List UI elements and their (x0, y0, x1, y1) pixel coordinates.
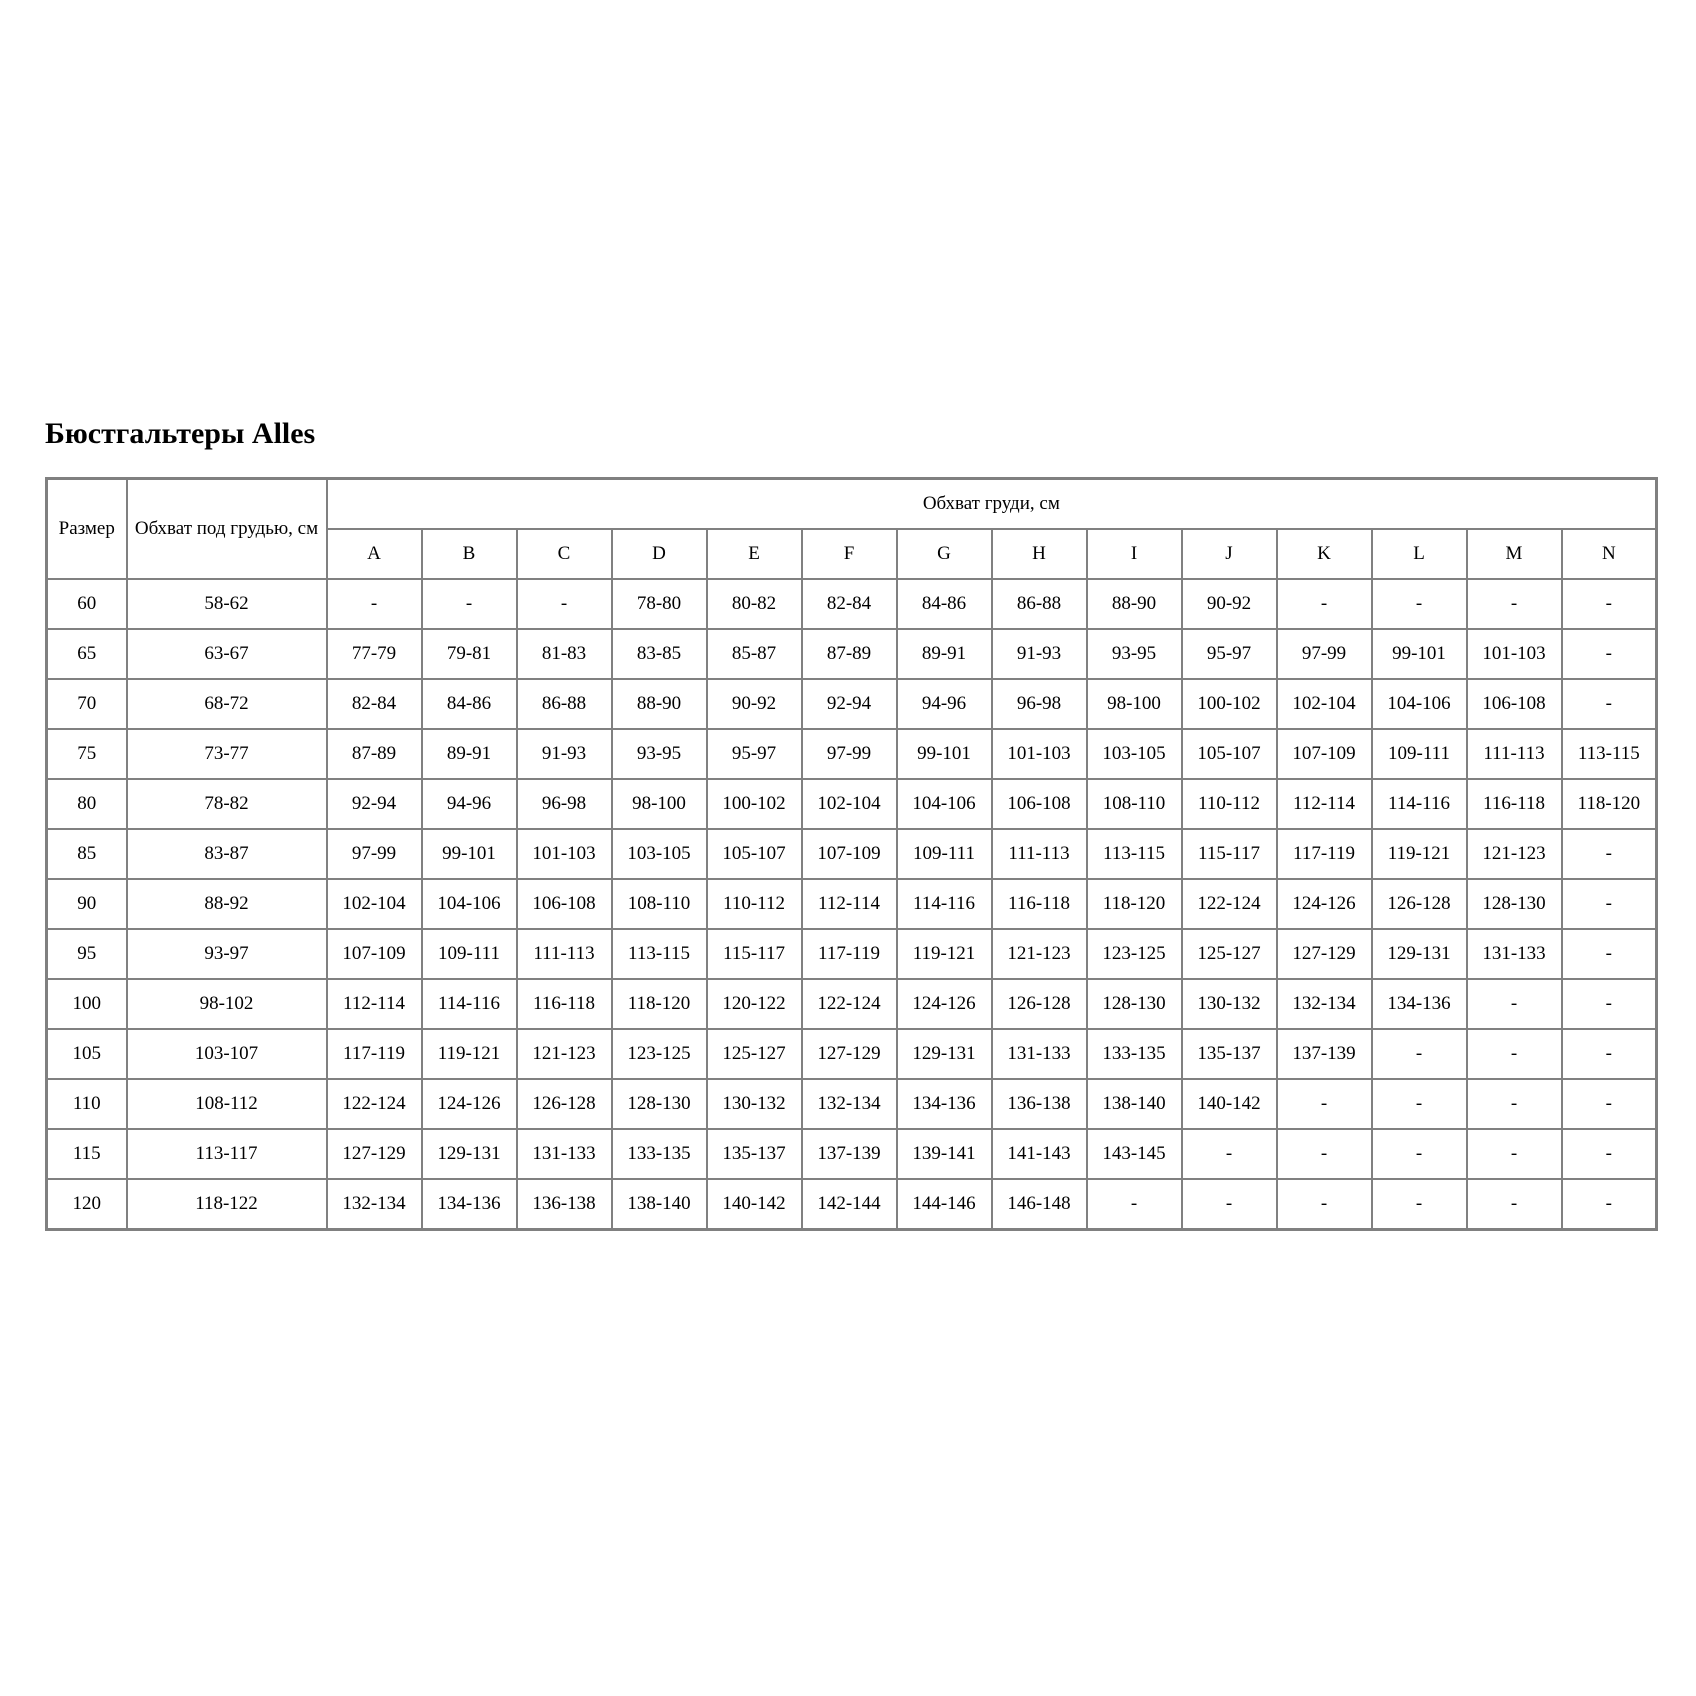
cup-cell-c: 91-93 (517, 729, 612, 779)
cup-cell-n: - (1562, 1179, 1657, 1230)
cup-cell-m: - (1467, 979, 1562, 1029)
cup-cell-h: 146-148 (992, 1179, 1087, 1230)
cup-cell-e: 105-107 (707, 829, 802, 879)
cup-cell-h: 111-113 (992, 829, 1087, 879)
cup-cell-i: 138-140 (1087, 1079, 1182, 1129)
cup-cell-f: 132-134 (802, 1079, 897, 1129)
cup-cell-b: 79-81 (422, 629, 517, 679)
cup-cell-c: 101-103 (517, 829, 612, 879)
cup-cell-j: 130-132 (1182, 979, 1277, 1029)
cup-cell-d: 83-85 (612, 629, 707, 679)
cup-cell-a: 112-114 (327, 979, 422, 1029)
underbust-cell: 108-112 (127, 1079, 327, 1129)
cup-cell-h: 86-88 (992, 579, 1087, 629)
cup-cell-f: 97-99 (802, 729, 897, 779)
cup-cell-l: 99-101 (1372, 629, 1467, 679)
cup-cell-e: 140-142 (707, 1179, 802, 1230)
cup-cell-e: 130-132 (707, 1079, 802, 1129)
cup-cell-k: - (1277, 1079, 1372, 1129)
cup-cell-m: - (1467, 1029, 1562, 1079)
cup-cell-g: 109-111 (897, 829, 992, 879)
cup-cell-d: 138-140 (612, 1179, 707, 1230)
cup-cell-e: 95-97 (707, 729, 802, 779)
cup-cell-c: 106-108 (517, 879, 612, 929)
cup-cell-a: 127-129 (327, 1129, 422, 1179)
cup-cell-k: - (1277, 579, 1372, 629)
size-cell: 70 (47, 679, 127, 729)
cup-cell-i: 133-135 (1087, 1029, 1182, 1079)
cup-cell-b: 84-86 (422, 679, 517, 729)
cup-cell-m: 121-123 (1467, 829, 1562, 879)
cup-cell-k: 112-114 (1277, 779, 1372, 829)
cup-cell-b: 124-126 (422, 1079, 517, 1129)
cup-cell-b: - (422, 579, 517, 629)
cup-cell-n: - (1562, 679, 1657, 729)
cup-column-header-m: M (1467, 529, 1562, 579)
table-row (47, 929, 1657, 979)
cup-cell-g: 134-136 (897, 1079, 992, 1129)
cup-cell-f: 92-94 (802, 679, 897, 729)
underbust-cell: 118-122 (127, 1179, 327, 1230)
cup-cell-m: 101-103 (1467, 629, 1562, 679)
cup-cell-m: 116-118 (1467, 779, 1562, 829)
cup-cell-g: 139-141 (897, 1129, 992, 1179)
cup-cell-a: 117-119 (327, 1029, 422, 1079)
cup-cell-f: 117-119 (802, 929, 897, 979)
underbust-cell: 73-77 (127, 729, 327, 779)
cup-cell-l: 126-128 (1372, 879, 1467, 929)
cup-cell-d: 93-95 (612, 729, 707, 779)
cup-cell-a: 87-89 (327, 729, 422, 779)
cup-cell-k: 102-104 (1277, 679, 1372, 729)
cup-cell-i: 98-100 (1087, 679, 1182, 729)
cup-column-header-n: N (1562, 529, 1657, 579)
table-row (47, 979, 1657, 1029)
cup-cell-k: 107-109 (1277, 729, 1372, 779)
table-row (47, 679, 1657, 729)
cup-cell-j: 125-127 (1182, 929, 1277, 979)
cup-cell-m: - (1467, 1179, 1562, 1230)
underbust-cell: 88-92 (127, 879, 327, 929)
table-row (47, 1029, 1657, 1079)
cup-cell-j: 135-137 (1182, 1029, 1277, 1079)
size-cell: 115 (47, 1129, 127, 1179)
cup-cell-n: - (1562, 879, 1657, 929)
cup-cell-c: - (517, 579, 612, 629)
cup-cell-c: 121-123 (517, 1029, 612, 1079)
cup-cell-m: - (1467, 579, 1562, 629)
cup-cell-b: 109-111 (422, 929, 517, 979)
cup-cell-b: 89-91 (422, 729, 517, 779)
table-row (47, 629, 1657, 679)
cup-cell-e: 110-112 (707, 879, 802, 929)
cup-cell-n: - (1562, 1129, 1657, 1179)
cup-cell-n: - (1562, 1079, 1657, 1129)
underbust-cell: 78-82 (127, 779, 327, 829)
cup-cell-m: 128-130 (1467, 879, 1562, 929)
cup-column-header-d: D (612, 529, 707, 579)
cup-cell-g: 119-121 (897, 929, 992, 979)
cup-cell-d: 123-125 (612, 1029, 707, 1079)
cup-cell-i: 123-125 (1087, 929, 1182, 979)
cup-column-header-i: I (1087, 529, 1182, 579)
cup-cell-b: 134-136 (422, 1179, 517, 1230)
size-cell: 85 (47, 829, 127, 879)
cup-cell-h: 91-93 (992, 629, 1087, 679)
cup-cell-m: 131-133 (1467, 929, 1562, 979)
cup-cell-l: - (1372, 579, 1467, 629)
cup-column-header-h: H (992, 529, 1087, 579)
size-chart-table (45, 477, 1658, 1231)
cup-cell-k: 132-134 (1277, 979, 1372, 1029)
cup-cell-c: 136-138 (517, 1179, 612, 1230)
table-body (47, 579, 1657, 1230)
cup-cell-c: 111-113 (517, 929, 612, 979)
cup-cell-b: 99-101 (422, 829, 517, 879)
table-header (47, 479, 1657, 580)
cup-cell-e: 80-82 (707, 579, 802, 629)
size-cell: 120 (47, 1179, 127, 1230)
cup-cell-d: 88-90 (612, 679, 707, 729)
table-row (47, 1079, 1657, 1129)
cup-cell-i: 143-145 (1087, 1129, 1182, 1179)
cup-cell-l: 129-131 (1372, 929, 1467, 979)
cup-cell-n: - (1562, 929, 1657, 979)
cup-cell-h: 116-118 (992, 879, 1087, 929)
cup-column-header-b: B (422, 529, 517, 579)
cup-column-header-e: E (707, 529, 802, 579)
cup-cell-b: 114-116 (422, 979, 517, 1029)
table-row (47, 1129, 1657, 1179)
cup-cell-m: - (1467, 1129, 1562, 1179)
cup-cell-e: 90-92 (707, 679, 802, 729)
cup-cell-k: - (1277, 1179, 1372, 1230)
cup-cell-i: 118-120 (1087, 879, 1182, 929)
underbust-cell: 98-102 (127, 979, 327, 1029)
page-title: Бюстгальтеры Alles (45, 417, 316, 450)
cup-column-header-k: K (1277, 529, 1372, 579)
cup-cell-n: - (1562, 979, 1657, 1029)
cup-cell-c: 116-118 (517, 979, 612, 1029)
cup-cell-c: 96-98 (517, 779, 612, 829)
cup-cell-d: 103-105 (612, 829, 707, 879)
table-row (47, 579, 1657, 629)
cup-cell-d: 128-130 (612, 1079, 707, 1129)
cup-cell-a: 92-94 (327, 779, 422, 829)
cup-column-header-g: G (897, 529, 992, 579)
cup-cell-b: 104-106 (422, 879, 517, 929)
cup-cell-a: 107-109 (327, 929, 422, 979)
cup-cell-a: 97-99 (327, 829, 422, 879)
cup-cell-h: 121-123 (992, 929, 1087, 979)
cup-cell-i: - (1087, 1179, 1182, 1230)
cup-cell-k: 97-99 (1277, 629, 1372, 679)
cup-cell-e: 85-87 (707, 629, 802, 679)
cup-cell-h: 96-98 (992, 679, 1087, 729)
cup-cell-d: 108-110 (612, 879, 707, 929)
cup-cell-j: 95-97 (1182, 629, 1277, 679)
cup-cell-n: - (1562, 1029, 1657, 1079)
cup-cell-f: 107-109 (802, 829, 897, 879)
size-cell: 90 (47, 879, 127, 929)
cup-cell-b: 129-131 (422, 1129, 517, 1179)
size-cell: 100 (47, 979, 127, 1029)
cup-cell-f: 142-144 (802, 1179, 897, 1230)
table-header-row-top (47, 479, 1657, 530)
cup-cell-l: 119-121 (1372, 829, 1467, 879)
cup-cell-a: - (327, 579, 422, 629)
cup-cell-j: 90-92 (1182, 579, 1277, 629)
size-cell: 65 (47, 629, 127, 679)
cup-cell-f: 122-124 (802, 979, 897, 1029)
cup-cell-j: 110-112 (1182, 779, 1277, 829)
cup-cell-d: 113-115 (612, 929, 707, 979)
underbust-cell: 83-87 (127, 829, 327, 879)
underbust-cell: 103-107 (127, 1029, 327, 1079)
cup-column-header-l: L (1372, 529, 1467, 579)
cup-column-header-c: C (517, 529, 612, 579)
cup-cell-c: 81-83 (517, 629, 612, 679)
cup-cell-i: 103-105 (1087, 729, 1182, 779)
cup-cell-l: - (1372, 1179, 1467, 1230)
cup-cell-d: 118-120 (612, 979, 707, 1029)
cup-cell-f: 127-129 (802, 1029, 897, 1079)
underbust-cell: 68-72 (127, 679, 327, 729)
cup-cell-j: 100-102 (1182, 679, 1277, 729)
cup-cell-c: 131-133 (517, 1129, 612, 1179)
size-cell: 75 (47, 729, 127, 779)
cup-cell-e: 135-137 (707, 1129, 802, 1179)
cup-cell-j: 122-124 (1182, 879, 1277, 929)
table-row (47, 829, 1657, 879)
cup-cell-i: 93-95 (1087, 629, 1182, 679)
cup-cell-c: 86-88 (517, 679, 612, 729)
cup-column-header-a: A (327, 529, 422, 579)
cup-cell-n: 113-115 (1562, 729, 1657, 779)
cup-cell-k: 137-139 (1277, 1029, 1372, 1079)
cup-cell-j: - (1182, 1129, 1277, 1179)
cup-cell-e: 115-117 (707, 929, 802, 979)
underbust-cell: 93-97 (127, 929, 327, 979)
cup-cell-i: 88-90 (1087, 579, 1182, 629)
cup-cell-l: 114-116 (1372, 779, 1467, 829)
cup-cell-m: 106-108 (1467, 679, 1562, 729)
cup-cell-k: 117-119 (1277, 829, 1372, 879)
cup-cell-g: 104-106 (897, 779, 992, 829)
cup-column-header-f: F (802, 529, 897, 579)
cup-cell-n: 118-120 (1562, 779, 1657, 829)
cup-cell-e: 125-127 (707, 1029, 802, 1079)
cup-cell-l: 104-106 (1372, 679, 1467, 729)
size-cell: 110 (47, 1079, 127, 1129)
cup-cell-e: 100-102 (707, 779, 802, 829)
cup-cell-c: 126-128 (517, 1079, 612, 1129)
cup-cell-d: 98-100 (612, 779, 707, 829)
cup-cell-h: 136-138 (992, 1079, 1087, 1129)
table-row (47, 1179, 1657, 1230)
cup-cell-i: 113-115 (1087, 829, 1182, 879)
cup-cell-g: 94-96 (897, 679, 992, 729)
cup-cell-i: 128-130 (1087, 979, 1182, 1029)
cup-cell-j: 115-117 (1182, 829, 1277, 879)
size-cell: 105 (47, 1029, 127, 1079)
table-row (47, 779, 1657, 829)
cup-cell-m: 111-113 (1467, 729, 1562, 779)
cup-cell-f: 112-114 (802, 879, 897, 929)
cup-cell-f: 82-84 (802, 579, 897, 629)
table-row (47, 729, 1657, 779)
underbust-cell: 58-62 (127, 579, 327, 629)
cup-cell-m: - (1467, 1079, 1562, 1129)
cup-cell-g: 114-116 (897, 879, 992, 929)
cup-cell-n: - (1562, 579, 1657, 629)
cup-cell-h: 126-128 (992, 979, 1087, 1029)
bust-span-header: Обхват груди, см (327, 479, 1657, 530)
cup-cell-h: 131-133 (992, 1029, 1087, 1079)
cup-cell-i: 108-110 (1087, 779, 1182, 829)
cup-cell-k: 124-126 (1277, 879, 1372, 929)
cup-cell-l: - (1372, 1079, 1467, 1129)
cup-cell-n: - (1562, 629, 1657, 679)
cup-cell-e: 120-122 (707, 979, 802, 1029)
cup-cell-f: 87-89 (802, 629, 897, 679)
cup-cell-b: 94-96 (422, 779, 517, 829)
cup-cell-g: 84-86 (897, 579, 992, 629)
cup-cell-k: 127-129 (1277, 929, 1372, 979)
underbust-cell: 63-67 (127, 629, 327, 679)
cup-cell-f: 137-139 (802, 1129, 897, 1179)
size-cell: 80 (47, 779, 127, 829)
cup-cell-a: 102-104 (327, 879, 422, 929)
cup-cell-j: - (1182, 1179, 1277, 1230)
cup-cell-j: 140-142 (1182, 1079, 1277, 1129)
cup-column-header-j: J (1182, 529, 1277, 579)
underbust-column-header: Обхват под грудью, см (127, 479, 327, 580)
cup-cell-l: 134-136 (1372, 979, 1467, 1029)
cup-cell-l: 109-111 (1372, 729, 1467, 779)
underbust-cell: 113-117 (127, 1129, 327, 1179)
size-column-header: Размер (47, 479, 127, 580)
cup-cell-a: 77-79 (327, 629, 422, 679)
cup-cell-g: 129-131 (897, 1029, 992, 1079)
cup-cell-d: 133-135 (612, 1129, 707, 1179)
cup-cell-f: 102-104 (802, 779, 897, 829)
table-row (47, 879, 1657, 929)
cup-cell-j: 105-107 (1182, 729, 1277, 779)
size-cell: 95 (47, 929, 127, 979)
cup-cell-g: 144-146 (897, 1179, 992, 1230)
cup-cell-h: 101-103 (992, 729, 1087, 779)
cup-cell-n: - (1562, 829, 1657, 879)
cup-cell-k: - (1277, 1129, 1372, 1179)
cup-cell-d: 78-80 (612, 579, 707, 629)
cup-cell-a: 122-124 (327, 1079, 422, 1129)
cup-cell-g: 89-91 (897, 629, 992, 679)
cup-cell-h: 106-108 (992, 779, 1087, 829)
cup-cell-a: 82-84 (327, 679, 422, 729)
cup-cell-l: - (1372, 1029, 1467, 1079)
cup-cell-g: 124-126 (897, 979, 992, 1029)
cup-cell-l: - (1372, 1129, 1467, 1179)
cup-cell-h: 141-143 (992, 1129, 1087, 1179)
cup-cell-a: 132-134 (327, 1179, 422, 1230)
size-cell: 60 (47, 579, 127, 629)
cup-cell-g: 99-101 (897, 729, 992, 779)
cup-cell-b: 119-121 (422, 1029, 517, 1079)
